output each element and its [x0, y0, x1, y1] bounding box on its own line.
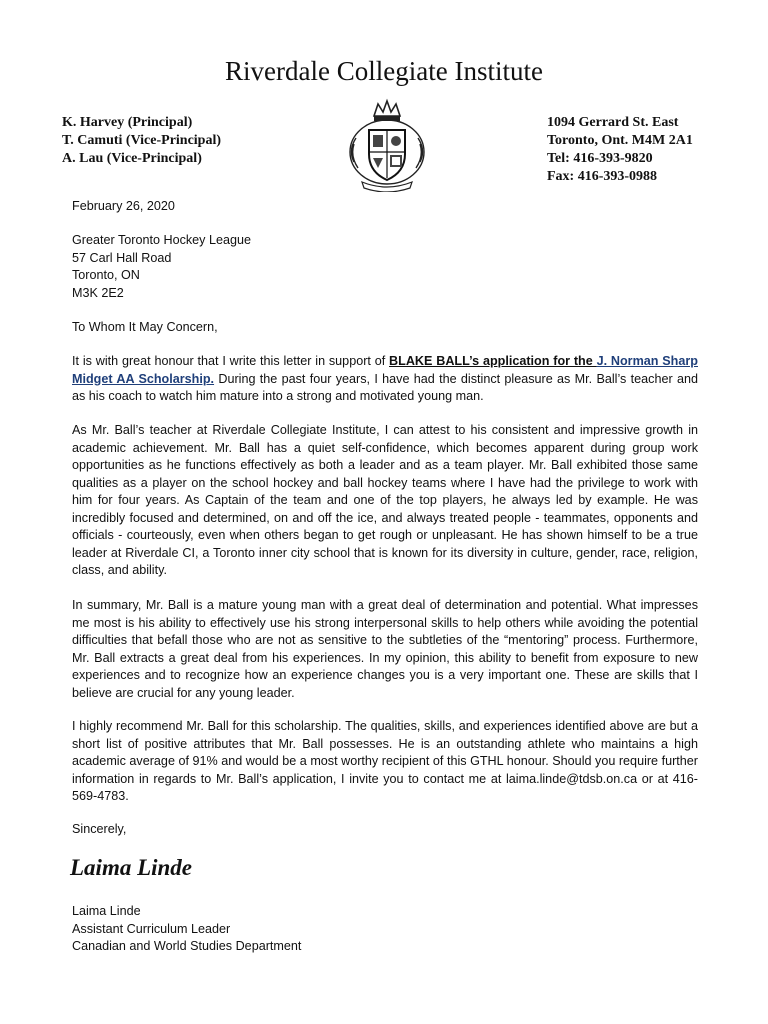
signer-block	[72, 903, 698, 956]
school-name: Riverdale Collegiate Institute	[225, 56, 543, 86]
phone-number: Tel: 416-393-9820	[547, 151, 653, 166]
paragraph-summary: In summary, Mr. Ball is a mature young man with a great deal of determination and potential. What impresses me most is his ability to effectively use his strong interpersonal skills to help others while avoiding the potential difficulties that befall those who are not as sensitive to the subtleties of the “mentoring” process. Furthermore, Mr. Ball extracts a great deal from his experiences. In my opinion, this ability to benefit from exposure to new experiences and to recognize how an experience changes you is a very important one. These are skills that I believe are crucial for any young leader.	[72, 598, 698, 700]
closing: Sincerely,	[72, 822, 127, 836]
scholarship-name-emphasis: J. Norman Sharp Midget AA Scholarship.	[72, 354, 698, 386]
recipient-organization: Greater Toronto Hockey League	[72, 233, 251, 247]
address-city: Toronto, Ont. M4M 2A1	[547, 133, 693, 148]
paragraph-introduction	[72, 353, 698, 406]
address-street: 1094 Gerrard St. East	[547, 115, 679, 130]
recipient-street: 57 Carl Hall Road	[72, 250, 172, 265]
paragraph-intro-rest: During the past four years, I have had the distinct pleasure as Mr. Ball’s teacher and as his coach to watch him mature into a strong and motivated young man.	[72, 371, 698, 403]
fax-number: Fax: 416-393-0988	[547, 169, 658, 184]
signer-department: Canadian and World Studies Department	[72, 939, 302, 953]
letter-date: February 26, 2020	[72, 199, 175, 213]
recipient-address	[72, 232, 698, 302]
school-crest-icon	[344, 98, 430, 192]
contact-block	[547, 114, 693, 186]
staff-vice-principal-1: T. Camuti (Vice-Principal)	[62, 133, 222, 148]
staff-vice-principal-2: A. Lau (Vice-Principal)	[62, 151, 202, 166]
paragraph-teacher-observations: As Mr. Ball’s teacher at Riverdale Collegiate Institute, I can attest to his consistent and impressive growth in academic achievement. Mr. Ball has a quiet self-confidence, which becomes apparent during group work opportunities as he functions effectively as both a leader and as a team player. Mr. Ball exhibited those same qualities as a player on the school hockey and ball hockey teams where I have had the privilege to work with him for four years. As Captain of the team and one of the top players, he always led by example. He was incredibly focused and determined, on and off the ice, and always treated people - teammates, opponents and officials - courteously, even when others began to get rough or unpleasant. He has shown himself to be a true leader at Riverdale CI, a Toronto inner city school that is known for its diversity in culture, gender, race, religion, class, and ability.	[72, 423, 698, 577]
recipient-postal-code: M3K 2E2	[72, 285, 124, 300]
salutation: To Whom It May Concern,	[72, 320, 218, 334]
paragraph-recommendation: I highly recommend Mr. Ball for this scholarship. The qualities, skills, and experiences identified above are but a short list of positive attributes that Mr. Ball possesses. He is an outstanding athlete who maintains a high academic average of 91% and would be a most worthy recipient of this GTHL honour. Should you require further information in regards to Mr. Ball’s application, I invite you to contact me at laima.linde@tdsb.on.ca or at 416-569-4783.	[72, 719, 698, 803]
staff-principal: K. Harvey (Principal)	[62, 115, 193, 130]
applicant-name-emphasis: BLAKE BALL’s application for the	[389, 354, 597, 368]
signer-name: Laima Linde	[72, 904, 141, 918]
staff-list	[62, 114, 221, 168]
recipient-city: Toronto, ON	[72, 268, 140, 282]
signer-title: Assistant Curriculum Leader	[72, 921, 231, 936]
handwritten-signature: Laima Linde	[70, 855, 193, 880]
paragraph-intro-text: It is with great honour that I write this letter in support of	[72, 354, 390, 368]
